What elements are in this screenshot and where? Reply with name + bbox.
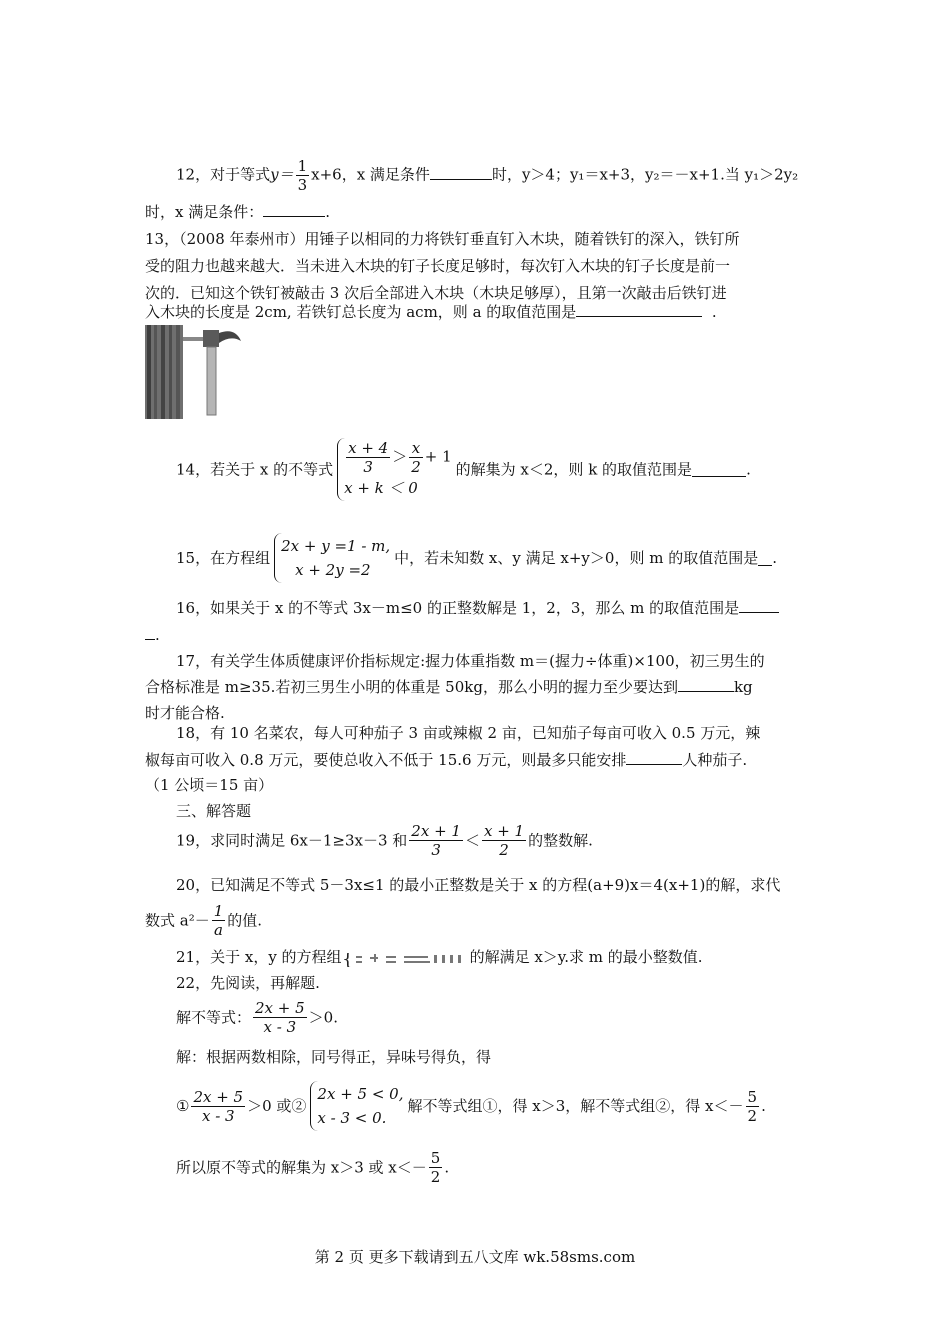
q22-line1: 22，先阅读，再解题. [176, 974, 320, 992]
q18-line2: 椒每亩可收入 0.8 万元，要使总收入不低于 15.6 万元，则最多只能安排 人种茄子. [145, 751, 748, 769]
q15-blank [758, 551, 772, 566]
q13-line2: 受的阻力也越来越大．当未进入木块的钉子长度足够时，每次钉入木块的钉子长度是前一 [145, 257, 731, 275]
q22-cases-line: ① $\frac{2x + 5}{x - 3}$ ＞0 或② 2x + 5 < 0, x - 3 < 0. 解不等式组①，得 x＞3，解不等式组②，得 x＜－ $\frac{5}{2}$ . [176, 1081, 766, 1131]
q16-blank-1 [739, 598, 779, 613]
hammer-wood-figure [145, 325, 245, 419]
q17-line2: 合格标准是 m≥35.若初三男生小明的体重是 50kg，那么小明的握力至少要达到 kg [145, 678, 753, 696]
q16-line1: 16，如果关于 x 的不等式 3x－m≤0 的正整数解是 1，2，3，那么 m 的取值范围是 [176, 597, 779, 619]
q20-line2: 数式 a²－ $\frac{1}{a}$ 的值. [145, 902, 263, 939]
q17-blank [678, 677, 734, 692]
q13-line1: 13，（2008 年泰州市）用锤子以相同的力将铁钉垂直钉入木块，随着铁钉的深入，铁钉所 [145, 230, 740, 248]
q22-line3: 解：根据两数相除，同号得正，异味号得负，得 [176, 1048, 492, 1066]
q14-blank [692, 462, 746, 477]
q15-line: 15，在方程组 2x + y =1 - m, x + 2y =2 中，若未知数 x、y 满足 x+y＞0，则 m 的取值范围是 . [176, 533, 777, 583]
q14-line: 14，若关于 x 的不等式 $\frac{x + 4}{3}$ ＞ $\frac{x}{2}$ + 1 x + k ＜ 0 的解集为 x＜2，则 k 的取值范围是 . [176, 438, 751, 501]
q16-blank-2 [145, 625, 155, 640]
q21-garbled-equation-image [342, 951, 470, 965]
q15-equation-system: 2x + y =1 - m, x + 2y =2 [274, 533, 390, 583]
q14-inequality-system: $\frac{x + 4}{3}$ ＞ $\frac{x}{2}$ + 1 x + k ＜ 0 [337, 438, 452, 501]
q17-line3: 时才能合格. [145, 704, 225, 722]
q18-line3: （1 公顷＝15 亩） [145, 776, 274, 794]
q13-blank [576, 302, 702, 317]
q22-final-line: 所以原不等式的解集为 x＞3 或 x＜－ $\frac{5}{2}$ . [176, 1149, 450, 1186]
q17-line1: 17，有关学生体质健康评价指标规定:握力体重指数 m＝(握力÷体重)×100，初三男生的 [176, 652, 765, 670]
q12-line1: 12，对于等式y＝ $\frac{1}{3}$ x+6，x 满足条件 时，y＞4；y₁＝x+3，y₂＝－x+1.当 y₁＞2y₂ [176, 157, 799, 194]
svg-text:{: { [341, 953, 354, 967]
q13-line4: 入木块的长度是 2cm, 若铁钉总长度为 acm，则 a 的取值范围是 . [145, 303, 717, 321]
q21-line: 21，关于 x，y 的方程组 { 的解满足 x＞y.求 m 的最小整数值. [176, 946, 703, 968]
q18-line1: 18，有 10 名菜农，每人可种茄子 3 亩或辣椒 2 亩，已知茄子每亩可收入 0.5 万元，辣 [176, 724, 761, 742]
q12-fraction: $\frac{1}{3}$ [297, 157, 308, 194]
section-heading-3: 三、解答题 [176, 802, 252, 820]
q22-case2-system: 2x + 5 < 0, x - 3 < 0. [310, 1081, 403, 1131]
q22-solve-line: 解不等式： $\frac{2x + 5}{x - 3}$ ＞0. [176, 999, 338, 1036]
q18-blank [626, 750, 682, 765]
q12-line2: 时，x 满足条件： . [145, 203, 331, 221]
q16-line2: . [145, 624, 160, 646]
q13-line3: 次的．已知这个铁钉被敲击 3 次后全部进入木块（木块足够厚），且第一次敲击后铁钉进 [145, 284, 727, 302]
q12-blank-1 [430, 165, 492, 180]
q19-line: 19，求同时满足 6x－1≥3x－3 和 $\frac{2x + 1}{3}$ ＜ $\frac{x + 1}{2}$ 的整数解. [176, 822, 593, 859]
q20-line1: 20，已知满足不等式 5－3x≤1 的最小正整数是关于 x 的方程(a+9)x＝4(x+1)的解，求代 [176, 876, 781, 894]
q12-blank-2 [263, 202, 325, 217]
page-footer: 第 2 页 更多下载请到五八文库 wk.58sms.com [314, 1248, 636, 1266]
